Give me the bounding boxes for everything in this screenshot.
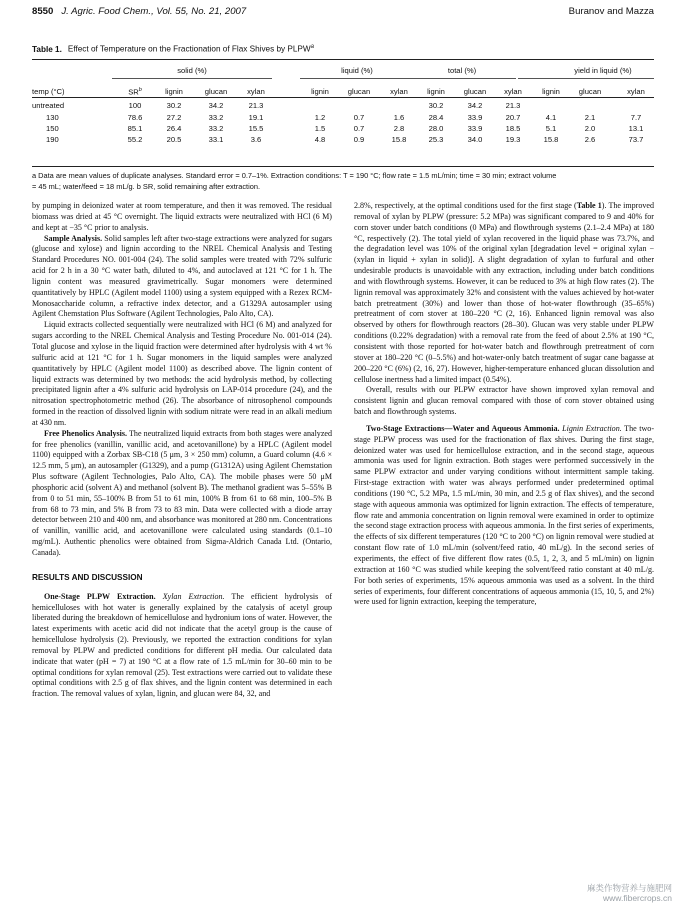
table-top-rule xyxy=(32,59,654,60)
column-header: xylan xyxy=(504,87,522,96)
table-cell: 7.7 xyxy=(630,113,642,122)
table-cell: 0.9 xyxy=(353,135,365,144)
table-cell: 1.5 xyxy=(314,124,326,133)
table-cell: 4.1 xyxy=(545,113,557,122)
section-heading-results: RESULTS AND DISCUSSION xyxy=(32,572,143,582)
column-header: $SR^b$ xyxy=(128,87,142,97)
table-cell: 0.7 xyxy=(353,113,365,122)
right-column xyxy=(354,201,654,608)
table-cell: 33.2 xyxy=(208,113,224,122)
group-header-liquid: liquid (%) xyxy=(341,66,373,75)
paragraph-text: The neutralized liquid extracts from both stages were analyzed for free phenolics (vanillin, vanillic acid, and acetovanillone) by a HPLC (Agilent model 1100) equipped with a Zorbax SB-C18 (5 μm, 3 × 250 mm) column, a Guard column (4.6 × 12.5 mm, 5 μm), an autosampler (G1329), and a pump (G1312A) using Agilent Chemstation Plus software (Agilent Technologies, Palo Alto, CA). The mobile phases were 50 μM phosphoric acid (solvent A) and methanol (solvent B). The methanol gradient was 5–55% B from 0 to 51 min, 55–100% B from 51 to 61 min, 100% B from 61 to 68 min, 100–5% B from 68 to 73 min, and 5% B from 73 to 83 min. Data were collected with a diode array detector between 210 and 400 nm, and absorbance was monitored at 280 nm. Concentrations of vanillin, vanillic acid, and acetovanillone were calculated using standards (0.1–10 mg/mL). Authentic phenolics were obtained from Sigma-Aldrich Canada Ltd. (Ontario, Canada). xyxy=(32,428,332,557)
column-header-text: SR xyxy=(128,87,139,97)
table-cell: 20.5 xyxy=(166,135,182,144)
column-header: glucan xyxy=(347,87,371,96)
table-caption: Table 1. Effect of Temperature on the Fractionation of Flax Shives by PLPW$^a$ xyxy=(32,44,314,54)
table-header-rule xyxy=(32,97,654,98)
paragraph-text: The two-stage PLPW process was used for the fractionation of flax shives. During the first stage, deionized water was used for hemicellulose extraction, and in the second stage, aqueous ammonia was used for lignin extraction. Both stages were performed successively in the same PLPW extractor and under varying conditions without intermittent sample taking. First-stage extraction with water was always performed under predetermined optimal conditions (190 °C, 5.2 MPa, 1.5 mL/min, 30 min, and 2.5 g of flax shives), and the second stage with aqueous ammonia was optimized for lignin extraction. The effects of temperature, flow rate and ammonia concentration on lignin removal were examined in order to optimize the second stage extraction process with aqueous ammonia. In the first series of experiments, the effects of six different temperatures (120 °C to 200 °C) on lignin removal were studied at constant flow rate of 1.0 mL/min (solvent/feed ratio, 40 mL/g). In the second series of experiments, the effect of five different flow rates (0.5, 1, 2, 3, and 5 mL/min) on lignin extraction at 160 °C was studied while keeping the solvent/feed ratio constant at 40 mL/g. For both series of experiments, 15% aqueous ammonia was used as a solvent. In the third series of experiments, four different concentrations of aqueous ammonia (15, 10, 5, and 2%) were used for lignin extraction, keeping the temperature, xyxy=(354,423,655,607)
table-cell: 30.2 xyxy=(166,101,182,110)
footnote-line-1: a Data are mean values of duplicate analyses. Standard error = 0.7–1%. Extraction conditions: T = 190 °C; flow rate = 1.5 mL/min; time = 30 min; extract volume xyxy=(32,171,557,180)
paragraph-text: ). The improved removal of xylan by PLPW (pressure: 5.2 MPa) was significant compared to 9 and 40% for corn stover under batch conditions (0 MPa) and flowthrough systems (2.1–2.4 MPa) at 180 °C, respectively (2). The total yield of xylan recovered in the liquid phase was 73.7%, and the degradation level was 10% of the original xylan [degradation level = original xylan − (xylan in liquid + xylan in solid)]. A slight degradation of xylan to furfural and other undesirable products is unavoidable with any extraction, including under batch conditions and with flowthrough systems. However, it can be reduced to 3% at high flow rates (2). The lignin removal was approximately 32% and consistent with the values achieved by hot-water batch pretreatment (30%) and lower than those of hot-water flowthrough (35–65%) pretreatment of corn stover at 180–220 °C (2, 16). Enhanced lignin removal was also observed by others for flowthrough reactors (28–30). Glucan was very stable under PLPW conditions (0.22% degradation) with a removal rate from the feed of about 2.5% at 190 °C, consistent with those reported for hot-water batch and flowthrough pretreatment of corn stover at 180–220 °C (0–5.5%) and hot-water-only batch treatment of sugar cane bagasse at 200–220 °C (6%) (2, 16, 27). However, higher-temperature enhanced glucan dissolution and cellulose inertness had a limited impact (0.54%). xyxy=(354,201,654,384)
paragraph-text: Solid samples left after two-stage extractions were analyzed for sugars (glucose and xylose) and lignin according to the NREL Chemical Analysis and Testing Standard Procedures NO. 001-004 (24). The solid samples were treated with 72% sulfuric acid for 2 h in a 30 °C water bath, diluted to 4%, and autoclaved at 121 °C for 1 h. The lignin content was measured gravimetrically. Sugar monomers were determined quantitatively by HPLC (Agilent model 1100) using a system equipped with a Rezex RCM-Monosaccharide column, a refractive index detector, and a G1329A autosampler using Agilent Chemstation Plus Software (Agilent Technologies, Palo Alto, CA). xyxy=(32,233,332,319)
table-cell: 33.1 xyxy=(208,135,224,144)
table-cell: 15.8 xyxy=(543,135,559,144)
table-cell: 26.4 xyxy=(166,124,182,133)
table-cell: 2.0 xyxy=(584,124,596,133)
run-in-subhead: Lignin Extraction. xyxy=(562,423,622,433)
group-header-solid: solid (%) xyxy=(177,66,207,75)
paragraph: Liquid extracts collected sequentially were neutralized with HCl (6 M) and analyzed for sugars according to the NREL Chemical Analysis and Testing Procedure No. 001-014 (24). Total glucose and xylose in the liquid fraction were determined after hydrolysis with 4 wt % sulfuric acid at 121 °C for 1 h. Sugar monomers in the liquid samples were analyzed quantitatively by HPLC (Agilent model 1100) as described above. The lignin content of liquid extracts was determined by two methods: the acid hydrolysis method, by collecting precipitated lignin after a 4% sulfuric acid hydrolysis on LAP-014 procedure (24), and the nitrosation spectrophotometric method (26). The absorbance of nitrosophenol compounds formed in the reaction of dissolved lignin with sodium nitrate were read in an alkali medium at 430 nm. xyxy=(32,320,332,427)
table-cell: 21.3 xyxy=(248,101,264,110)
table-cell: 78.6 xyxy=(127,113,143,122)
run-in-head: Sample Analysis. xyxy=(44,233,103,243)
watermark-line-2: www.fibercrops.cn xyxy=(603,893,672,903)
column-header: lignin xyxy=(165,87,183,96)
table-cell: 19.3 xyxy=(505,135,521,144)
paragraph xyxy=(354,201,654,385)
journal-citation: J. Agric. Food Chem., Vol. 55, No. 21, 2007 xyxy=(61,6,247,17)
run-in-head: Two-Stage Extractions—Water and Aqueous Ammonia. xyxy=(366,423,560,433)
table-cell: 15.8 xyxy=(391,135,407,144)
group-header-yield: yield in liquid (%) xyxy=(574,66,632,75)
table-cell: 2.8 xyxy=(393,124,405,133)
group-rule-total xyxy=(404,78,516,79)
column-header: glucan xyxy=(578,87,602,96)
data-table xyxy=(32,62,654,172)
paragraph-text: The efficient hydrolysis of hemicelluloses with hot water is generally explained by the catalysis of acetyl group liberated during the breakdown of hemicellulose and hydronium ions of water. However, the latest experiments with acetic acid did not indicate that the acetyl group is the cause of hemicellulose hydrolysis (2). Previously, we reported the extraction conditions for xylan removal by PLPW and predicted conditions for different pH media. Our calculated data indicate that water (pH = 7) at 190 °C at a flow rate of 1.5 mL/min for 30–60 min to be optimal conditions for xylan removal (25). Test extractions were carried out to validate these optimal conditions with 2.5 g of flax shives, and the lignin content was determined in each fraction. The removal values of xylan, lignin, and glucan were 84, 32, and xyxy=(32,591,333,699)
table-cell: 33.9 xyxy=(467,124,483,133)
table-cell: 1.6 xyxy=(393,113,405,122)
table-title: Effect of Temperature on the Fractionation of Flax Shives by PLPW xyxy=(67,44,311,54)
section-two-stage xyxy=(354,424,654,608)
run-in-head: One-Stage PLPW Extraction. xyxy=(44,591,156,601)
section-sample-analysis xyxy=(32,234,332,321)
table-cell: 27.2 xyxy=(166,113,182,122)
table-cell: 34.0 xyxy=(467,135,483,144)
column-header: xylan xyxy=(627,87,645,96)
watermark-line-1: 麻类作物营养与施肥网 xyxy=(586,883,672,893)
group-header-total: total (%) xyxy=(447,66,477,75)
table-cell: 20.7 xyxy=(505,113,521,122)
column-header: lignin xyxy=(311,87,329,96)
column-header: lignin xyxy=(427,87,445,96)
page-number: 8550 xyxy=(32,6,54,17)
column-header: lignin xyxy=(542,87,560,96)
table-cell: 18.5 xyxy=(505,124,521,133)
row-label: 130 xyxy=(46,113,59,122)
table-cell: 0.7 xyxy=(353,124,365,133)
table-cell: 34.2 xyxy=(467,101,483,110)
table-cell: 33.2 xyxy=(208,124,224,133)
table-cell: 4.8 xyxy=(314,135,326,144)
row-label: 150 xyxy=(46,124,59,133)
table-cell: 85.1 xyxy=(127,124,143,133)
table-cell: 28.4 xyxy=(428,113,444,122)
table-cell: 2.6 xyxy=(584,135,596,144)
table-cell: 13.1 xyxy=(628,124,644,133)
table-cell: 25.3 xyxy=(428,135,444,144)
table-cell: 1.2 xyxy=(314,113,326,122)
table-cell: 100 xyxy=(128,101,142,110)
section-free-phenolics xyxy=(32,429,332,559)
table-cell: 30.2 xyxy=(428,101,444,110)
column-header: temp (°C) xyxy=(32,87,65,96)
run-in-head: Free Phenolics Analysis. xyxy=(44,428,128,438)
row-label: untreated xyxy=(32,101,65,110)
table-cell: 3.6 xyxy=(250,135,262,144)
row-label: 190 xyxy=(46,135,59,144)
table-cell: 55.2 xyxy=(127,135,143,144)
table-reference: Table 1 xyxy=(576,201,602,210)
left-column xyxy=(32,201,332,700)
table-cell: 28.0 xyxy=(428,124,444,133)
table-cell: 34.2 xyxy=(208,101,224,110)
table-cell: 5.1 xyxy=(545,124,557,133)
table-cell: 21.3 xyxy=(505,101,521,110)
table-cell: 15.5 xyxy=(248,124,264,133)
header-authors: Buranov and Mazza xyxy=(568,6,654,17)
group-rule-solid xyxy=(112,78,272,79)
column-header: xylan xyxy=(247,87,265,96)
table-cell: 2.1 xyxy=(584,113,596,122)
column-header: glucan xyxy=(204,87,228,96)
running-header xyxy=(32,6,654,24)
section-one-stage xyxy=(32,592,332,700)
group-rule-liquid xyxy=(300,78,410,79)
paragraph-text: 2.8%, respectively, at the optimal conditions used for the first stage ( xyxy=(354,201,577,210)
site-watermark xyxy=(587,883,672,903)
table-label: Table 1. xyxy=(32,44,62,54)
column-header: xylan xyxy=(390,87,408,96)
paragraph: Overall, results with our PLPW extractor have shown improved xylan removal and consistent lignin and glucan removal compared with those of corn stover obtained using batch and flowthrough systems. xyxy=(354,385,654,417)
table-footnote xyxy=(32,171,654,192)
column-header: glucan xyxy=(463,87,487,96)
run-in-subhead: Xylan Extraction. xyxy=(162,591,225,601)
group-rule-yield xyxy=(518,78,654,79)
table-cell: 73.7 xyxy=(628,135,644,144)
header-left xyxy=(32,6,246,17)
footnote-line-2: = 45 mL; water/feed = 18 mL/g. b SR, solid remaining after extraction. xyxy=(32,181,260,191)
table-cell: 19.1 xyxy=(248,113,264,122)
table-bottom-rule xyxy=(32,166,654,167)
table-cell: 33.9 xyxy=(467,113,483,122)
paragraph: by pumping in deionized water at room temperature, and then it was removed. The residual biomass was dried at 45 °C overnight. The liquid extracts were neutralized with HCl (6 M) and kept at −35 °C prior to analysis. xyxy=(32,201,332,232)
